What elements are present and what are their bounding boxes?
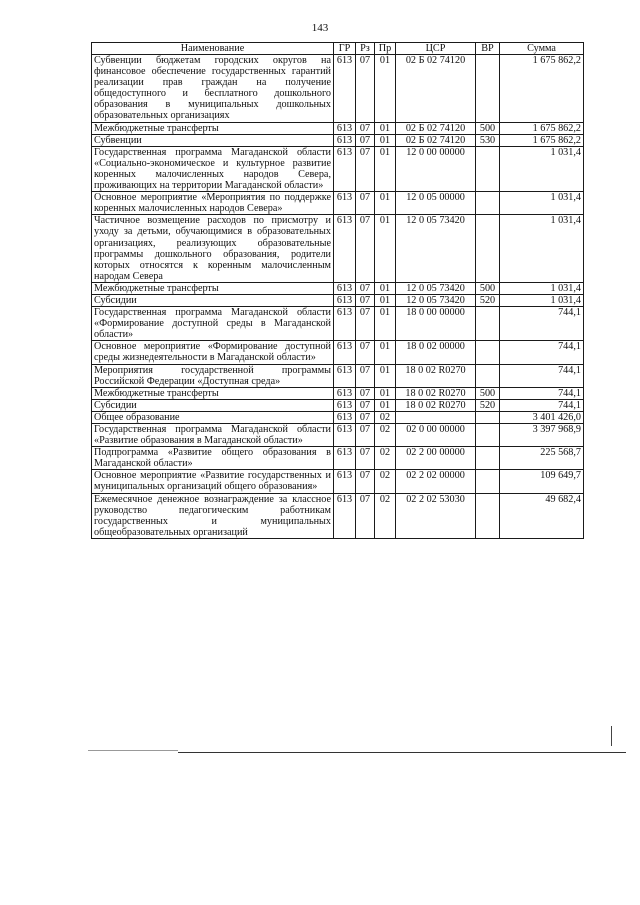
- table-row: [92, 282, 584, 294]
- cell-name: Основное мероприятие «Мероприятия по поддержке коренных малочисленных народов Севера»: [92, 192, 334, 215]
- table-row: [92, 493, 584, 538]
- cell-sum: 225 568,7: [500, 447, 584, 470]
- cell-vr: [476, 55, 500, 123]
- table-row: [92, 364, 584, 387]
- cell-gr: 613: [334, 282, 356, 294]
- cell-rz: 07: [356, 364, 375, 387]
- cell-pr: 01: [375, 282, 396, 294]
- cell-name: Субсидии: [92, 294, 334, 306]
- cell-csr: 02 2 02 53030: [396, 493, 476, 538]
- cell-gr: 613: [334, 192, 356, 215]
- table-row: [92, 55, 584, 123]
- cell-gr: 613: [334, 341, 356, 364]
- table-row: [92, 387, 584, 399]
- cell-csr: 02 Б 02 74120: [396, 55, 476, 123]
- cell-gr: 613: [334, 122, 356, 134]
- cell-pr: 01: [375, 134, 396, 146]
- cell-vr: 530: [476, 134, 500, 146]
- cell-vr: [476, 447, 500, 470]
- page-number: 143: [311, 22, 329, 34]
- cell-csr: 12 0 00 00000: [396, 146, 476, 191]
- header-pr: Пр: [375, 43, 396, 55]
- cell-csr: 02 2 00 00000: [396, 447, 476, 470]
- cell-gr: 613: [334, 134, 356, 146]
- cell-vr: [476, 215, 500, 283]
- cell-sum: 1 031,4: [500, 215, 584, 283]
- cell-csr: 18 0 02 R0270: [396, 387, 476, 399]
- cell-rz: 07: [356, 411, 375, 423]
- cell-sum: 3 397 968,9: [500, 424, 584, 447]
- cell-sum: 744,1: [500, 364, 584, 387]
- cell-name: Государственная программа Магаданской области «Развитие образования в Магаданской области»: [92, 424, 334, 447]
- table-row: [92, 215, 584, 283]
- header-csr: ЦСР: [396, 43, 476, 55]
- cell-vr: 520: [476, 399, 500, 411]
- cell-name: Основное мероприятие «Формирование доступной среды жизнедеятельности в Магаданской области»: [92, 341, 334, 364]
- cell-rz: 07: [356, 122, 375, 134]
- table-row: [92, 411, 584, 423]
- cell-pr: 01: [375, 387, 396, 399]
- cell-pr: 01: [375, 399, 396, 411]
- cell-vr: 520: [476, 294, 500, 306]
- cell-gr: 613: [334, 55, 356, 123]
- cell-name: Мероприятия государственной программы Российской Федерации «Доступная среда»: [92, 364, 334, 387]
- cell-gr: 613: [334, 294, 356, 306]
- cell-gr: 613: [334, 447, 356, 470]
- cell-csr: 18 0 00 00000: [396, 307, 476, 341]
- cell-pr: 01: [375, 122, 396, 134]
- cell-pr: 02: [375, 411, 396, 423]
- table-row: [92, 447, 584, 470]
- header-sum: Сумма: [500, 43, 584, 55]
- cell-vr: [476, 192, 500, 215]
- cell-sum: 744,1: [500, 341, 584, 364]
- cell-sum: 1 031,4: [500, 146, 584, 191]
- cell-sum: 1 031,4: [500, 192, 584, 215]
- cell-name: Ежемесячное денежное вознаграждение за классное руководство педагогическим работникам государственных и муниципальных общеобразовательных организаций: [92, 493, 334, 538]
- cell-gr: 613: [334, 470, 356, 493]
- cell-sum: 744,1: [500, 307, 584, 341]
- scan-line: [178, 752, 626, 753]
- scan-line-faint: [88, 750, 178, 751]
- cell-vr: [476, 307, 500, 341]
- cell-csr: 02 0 00 00000: [396, 424, 476, 447]
- cell-csr: 12 0 05 73420: [396, 294, 476, 306]
- cell-csr: 02 2 02 00000: [396, 470, 476, 493]
- table-row: [92, 399, 584, 411]
- cell-sum: 1 675 862,2: [500, 122, 584, 134]
- cell-name: Государственная программа Магаданской области «Социально-экономическое и культурное развитие коренных малочисленных народов Севера, проживающих на территории Магаданской области»: [92, 146, 334, 191]
- cell-rz: 07: [356, 307, 375, 341]
- cell-gr: 613: [334, 215, 356, 283]
- cell-pr: 01: [375, 55, 396, 123]
- cell-sum: 49 682,4: [500, 493, 584, 538]
- cell-name: Межбюджетные трансферты: [92, 387, 334, 399]
- cell-name: Основное мероприятие «Развитие государственных и муниципальных организаций общего образования»: [92, 470, 334, 493]
- cell-rz: 07: [356, 282, 375, 294]
- cell-sum: 1 031,4: [500, 282, 584, 294]
- cell-name: Межбюджетные трансферты: [92, 282, 334, 294]
- table-row: [92, 134, 584, 146]
- cell-csr: 18 0 02 R0270: [396, 364, 476, 387]
- cell-vr: 500: [476, 387, 500, 399]
- cell-name: Субвенции бюджетам городских округов на финансовое обеспечение государственных гарантий реализации прав граждан на получение общедоступного и бесплатного дошкольного образования в муниципальных дошкольных образовательных организациях: [92, 55, 334, 123]
- cell-vr: [476, 411, 500, 423]
- cell-vr: 500: [476, 282, 500, 294]
- table-row: [92, 146, 584, 191]
- header-gr: ГР: [334, 43, 356, 55]
- cell-name: Подпрограмма «Развитие общего образования в Магаданской области»: [92, 447, 334, 470]
- cell-gr: 613: [334, 399, 356, 411]
- table-body: [92, 55, 584, 539]
- cell-pr: 01: [375, 215, 396, 283]
- cell-sum: 1 675 862,2: [500, 55, 584, 123]
- cell-rz: 07: [356, 134, 375, 146]
- cell-gr: 613: [334, 307, 356, 341]
- cell-sum: 744,1: [500, 387, 584, 399]
- cell-csr: 02 Б 02 74120: [396, 134, 476, 146]
- cell-sum: 3 401 426,0: [500, 411, 584, 423]
- cell-vr: [476, 341, 500, 364]
- cell-gr: 613: [334, 424, 356, 447]
- header-rz: Рз: [356, 43, 375, 55]
- cell-rz: 07: [356, 424, 375, 447]
- header-name: Наименование: [92, 43, 334, 55]
- cell-pr: 02: [375, 493, 396, 538]
- cell-pr: 01: [375, 364, 396, 387]
- cell-sum: 109 649,7: [500, 470, 584, 493]
- cell-csr: [396, 411, 476, 423]
- scan-mark: [611, 726, 612, 746]
- cell-name: Межбюджетные трансферты: [92, 122, 334, 134]
- cell-rz: 07: [356, 493, 375, 538]
- cell-pr: 01: [375, 192, 396, 215]
- cell-gr: 613: [334, 387, 356, 399]
- cell-gr: 613: [334, 411, 356, 423]
- cell-name: Субвенции: [92, 134, 334, 146]
- cell-rz: 07: [356, 387, 375, 399]
- cell-sum: 1 031,4: [500, 294, 584, 306]
- cell-csr: 02 Б 02 74120: [396, 122, 476, 134]
- header-vr: ВР: [476, 43, 500, 55]
- cell-vr: [476, 146, 500, 191]
- cell-name: Субсидии: [92, 399, 334, 411]
- cell-rz: 07: [356, 447, 375, 470]
- table-row: [92, 470, 584, 493]
- cell-gr: 613: [334, 146, 356, 191]
- cell-pr: 02: [375, 470, 396, 493]
- cell-name: Общее образование: [92, 411, 334, 423]
- cell-csr: 18 0 02 00000: [396, 341, 476, 364]
- cell-rz: 07: [356, 146, 375, 191]
- cell-rz: 07: [356, 470, 375, 493]
- table-row: [92, 307, 584, 341]
- cell-rz: 07: [356, 341, 375, 364]
- cell-pr: 01: [375, 307, 396, 341]
- cell-name: Частичное возмещение расходов по присмотру и уходу за детьми, обучающимися в образовательных организациях, реализующих образовательные программы дошкольного образования, родители которых относятся к коренным малочисленным народам Севера: [92, 215, 334, 283]
- table-header-row: [92, 43, 584, 55]
- table-row: [92, 341, 584, 364]
- cell-vr: [476, 364, 500, 387]
- cell-sum: 1 675 862,2: [500, 134, 584, 146]
- cell-gr: 613: [334, 364, 356, 387]
- cell-pr: 01: [375, 341, 396, 364]
- cell-csr: 12 0 05 73420: [396, 215, 476, 283]
- budget-table: [91, 42, 584, 539]
- cell-vr: 500: [476, 122, 500, 134]
- cell-sum: 744,1: [500, 399, 584, 411]
- cell-csr: 12 0 05 00000: [396, 192, 476, 215]
- cell-pr: 01: [375, 146, 396, 191]
- cell-vr: [476, 424, 500, 447]
- cell-name: Государственная программа Магаданской области «Формирование доступной среды в Магаданской области»: [92, 307, 334, 341]
- cell-rz: 07: [356, 215, 375, 283]
- cell-pr: 02: [375, 447, 396, 470]
- table-row: [92, 122, 584, 134]
- cell-csr: 12 0 05 73420: [396, 282, 476, 294]
- cell-gr: 613: [334, 493, 356, 538]
- cell-rz: 07: [356, 399, 375, 411]
- cell-vr: [476, 493, 500, 538]
- cell-vr: [476, 470, 500, 493]
- table-row: [92, 424, 584, 447]
- table-row: [92, 294, 584, 306]
- cell-rz: 07: [356, 55, 375, 123]
- table-row: [92, 192, 584, 215]
- cell-csr: 18 0 02 R0270: [396, 399, 476, 411]
- cell-pr: 02: [375, 424, 396, 447]
- cell-rz: 07: [356, 192, 375, 215]
- cell-pr: 01: [375, 294, 396, 306]
- cell-rz: 07: [356, 294, 375, 306]
